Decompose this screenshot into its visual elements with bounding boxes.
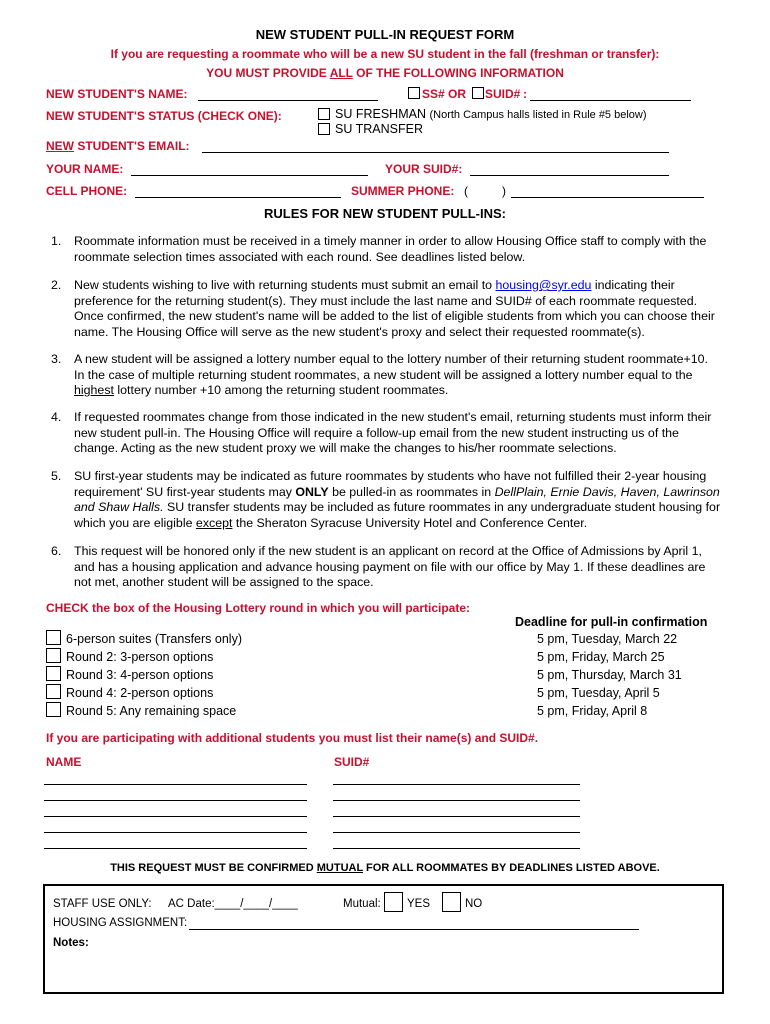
rule-text xyxy=(74,469,721,531)
additional-suid-field-3[interactable] xyxy=(333,816,580,817)
only-word: ONLY xyxy=(295,484,329,499)
must-provide-notice xyxy=(0,66,770,80)
new-student-name-label: NEW STUDENT'S NAME: xyxy=(46,87,188,101)
rule-number: 3. xyxy=(51,352,62,366)
freshman-label: SU FRESHMAN xyxy=(335,107,426,121)
summer-phone-label: SUMMER PHONE: xyxy=(351,184,455,198)
rule-text: This request will be honored only if the new student is an applicant on record at the Office of Admissions by April 1, and has a housing application and advance housing payment on file with our office by May 1. If these deadlines are not met, another student will be assigned to the space. xyxy=(74,544,706,590)
rule-2-part-a: New students wishing to live with returning students must submit an email to xyxy=(74,278,496,292)
your-name-label: YOUR NAME: xyxy=(46,162,124,176)
mutual-no-label: NO xyxy=(465,898,483,910)
staff-use-label: STAFF USE ONLY: xyxy=(53,898,152,910)
paren-close: ) xyxy=(502,184,506,198)
freshman-checkbox[interactable] xyxy=(318,108,330,120)
mutual-yes-checkbox[interactable] xyxy=(384,892,403,912)
rule-1 xyxy=(51,234,721,265)
lottery-instruction: CHECK the box of the Housing Lottery round in which you will participate: xyxy=(46,601,471,615)
rule-number: 5. xyxy=(51,469,62,483)
round-3-label: Round 3: 4-person options xyxy=(66,668,214,682)
round-3-checkbox[interactable] xyxy=(46,666,61,681)
round-1-label: 6-person suites (Transfers only) xyxy=(66,632,242,646)
round-3-deadline: 5 pm, Thursday, March 31 xyxy=(537,668,682,682)
ss-label: SS# OR xyxy=(422,87,467,101)
rule-4 xyxy=(51,410,721,457)
rule-number: 2. xyxy=(51,278,62,292)
rule-5-part-d: the Sheraton Syracuse University Hotel and Conference Center. xyxy=(232,515,588,530)
halls-list: DellPlain, Ernie Davis, Haven, Lawrinson and Shaw Halls. xyxy=(74,484,720,515)
highest-word: highest xyxy=(74,383,114,398)
paren-open: ( xyxy=(464,184,468,198)
mutual-no-checkbox[interactable] xyxy=(442,892,461,912)
additional-suid-field-5[interactable] xyxy=(333,848,580,849)
rule-2 xyxy=(51,278,721,340)
round-2-label: Round 2: 3-person options xyxy=(66,650,214,664)
rules-heading: RULES FOR NEW STUDENT PULL-INS: xyxy=(264,206,506,221)
form-title: NEW STUDENT PULL-IN REQUEST FORM xyxy=(255,27,515,42)
summer-phone-field[interactable] xyxy=(511,197,704,198)
rule-3-part-a: A new student will be assigned a lottery number equal to the lottery number of their returning student roommate+10. In the case of multiple returning student roommates, a new student will be assigned a lottery number equal to the xyxy=(74,352,709,382)
rule-2-part-b: indicating their preference for the returning student(s). They must include the last name and SUID# of each roommate requested. Once confirmed, the new student's name will be added to the list of eligible students from which you can choose their name. The Housing Office will serve as the new student's proxy and select their requested roommate(s). xyxy=(74,278,715,339)
rule-3 xyxy=(51,352,721,399)
ac-date-field[interactable]: AC Date:____/____/____ xyxy=(168,898,298,910)
rule-5-part-b: be pulled-in as roommates in xyxy=(328,484,495,499)
cell-phone-label: CELL PHONE: xyxy=(46,184,128,198)
confirm-mutual: MUTUAL xyxy=(316,862,363,874)
mutual-yes-label: YES xyxy=(407,898,431,910)
rule-3-part-b: lottery number +10 among the returning student roommates. xyxy=(113,383,449,398)
additional-instruction: If you are participating with additional students you must list their name(s) and SUID#. xyxy=(46,731,539,745)
rule-text: If requested roommates change from those indicated in the new student's email, returning students must inform their new student pull-in. The Housing Office will require a follow-up email from the new student instructing us of the change. Acting as the new student proxy we will make the changes to his/her roommate selections. xyxy=(74,410,712,456)
additional-name-field-2[interactable] xyxy=(44,800,307,801)
additional-suid-field-4[interactable] xyxy=(333,832,580,833)
rule-number: 4. xyxy=(51,410,62,424)
transfer-checkbox[interactable] xyxy=(318,123,330,135)
round-2-deadline: 5 pm, Friday, March 25 xyxy=(537,650,665,664)
rule-6 xyxy=(51,544,721,591)
round-5-label: Round 5: Any remaining space xyxy=(66,704,237,718)
suid-label: SUID# xyxy=(485,87,521,101)
must-provide-all: ALL xyxy=(329,66,353,80)
name-column-header: NAME xyxy=(46,755,82,769)
housing-assignment-label: HOUSING ASSIGNMENT: xyxy=(53,917,188,929)
email-new-word: NEW xyxy=(46,139,74,153)
ss-suid-field[interactable] xyxy=(530,100,691,101)
round-1-deadline: 5 pm, Tuesday, March 22 xyxy=(537,632,678,646)
additional-name-field-1[interactable] xyxy=(44,784,307,785)
suid-column-header: SUID# xyxy=(334,755,370,769)
freshman-note: (North Campus halls listed in Rule #5 below) xyxy=(429,109,647,121)
round-1-checkbox[interactable] xyxy=(46,630,61,645)
email-label-rest: STUDENT'S EMAIL: xyxy=(74,139,190,153)
suid-checkbox[interactable] xyxy=(472,87,484,99)
round-5-deadline: 5 pm, Friday, April 8 xyxy=(537,704,648,718)
confirm-post: FOR ALL ROOMMATES BY DEADLINES LISTED ABOVE. xyxy=(362,862,660,874)
rule-5 xyxy=(51,469,721,531)
rule-number: 6. xyxy=(51,544,62,558)
new-student-email-field[interactable] xyxy=(202,152,669,153)
freshman-option xyxy=(335,107,647,121)
additional-name-field-4[interactable] xyxy=(44,832,307,833)
except-word: except xyxy=(195,515,233,530)
round-4-deadline: 5 pm, Tuesday, April 5 xyxy=(537,686,660,700)
rule-text: Roommate information must be received in a timely manner in order to allow Housing Office staff to comply with the roommate selection times associated with each round. See deadlines listed below. xyxy=(74,234,707,264)
round-2-checkbox[interactable] xyxy=(46,648,61,663)
rule-text xyxy=(74,352,721,399)
housing-assignment-field[interactable] xyxy=(189,929,639,930)
rule-number: 1. xyxy=(51,234,62,248)
round-4-checkbox[interactable] xyxy=(46,684,61,699)
round-4-label: Round 4: 2-person options xyxy=(66,686,214,700)
round-5-checkbox[interactable] xyxy=(46,702,61,717)
rule-5-part-c: SU transfer students may be included as future roommates in any undergraduate student housing for which you are eligible xyxy=(74,500,721,530)
transfer-label: SU TRANSFER xyxy=(335,122,423,136)
must-provide-post: OF THE FOLLOWING INFORMATION xyxy=(352,66,564,80)
confirm-pre: THIS REQUEST MUST BE CONFIRMED xyxy=(110,862,317,874)
cell-phone-field[interactable] xyxy=(135,197,341,198)
must-provide-pre: YOU MUST PROVIDE xyxy=(206,66,330,80)
mutual-confirmation-notice xyxy=(0,862,770,874)
notes-label: Notes: xyxy=(53,937,89,949)
housing-email-link[interactable]: housing@syr.edu xyxy=(495,278,592,292)
additional-name-field-3[interactable] xyxy=(44,816,307,817)
additional-suid-field-2[interactable] xyxy=(333,800,580,801)
rule-text xyxy=(74,278,721,340)
your-suid-field[interactable] xyxy=(470,175,669,176)
deadline-header: Deadline for pull-in confirmation xyxy=(515,615,708,629)
status-label: NEW STUDENT'S STATUS (CHECK ONE): xyxy=(46,109,282,123)
your-name-field[interactable] xyxy=(131,175,368,176)
suid-colon: : xyxy=(523,87,527,101)
mutual-label: Mutual: xyxy=(343,898,381,910)
additional-name-field-5[interactable] xyxy=(44,848,307,849)
rule-5-part-a: SU first-year students may be indicated as future roommates by students who have not fulfilled their 2-year housing requirement' SU first-year students may xyxy=(74,469,707,499)
new-student-email-label xyxy=(46,139,190,153)
additional-suid-field-1[interactable] xyxy=(333,784,580,785)
ss-checkbox[interactable] xyxy=(408,87,420,99)
your-suid-label: YOUR SUID#: xyxy=(385,162,463,176)
new-student-name-field[interactable] xyxy=(198,100,378,101)
roommate-notice: If you are requesting a roommate who will be a new SU student in the fall (freshman or transfer): xyxy=(110,47,660,61)
